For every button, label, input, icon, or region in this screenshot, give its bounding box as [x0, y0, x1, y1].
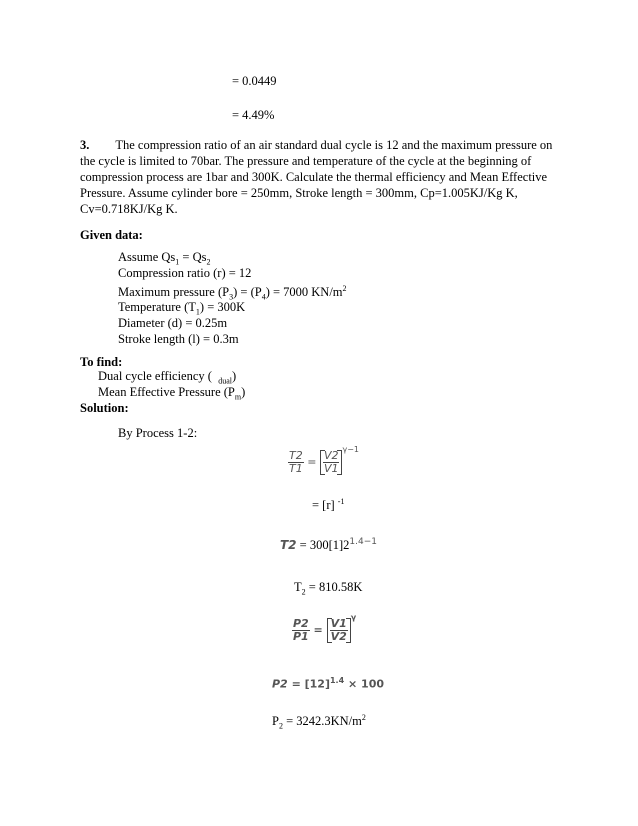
result-p2: $P_2 = 3242.3KN/m^2$	[272, 713, 366, 731]
equation-r: = [r] $^{-1}$	[312, 497, 345, 513]
tofind-mep: Mean Effective Pressure $(P_m)$	[98, 385, 246, 402]
tofind-heading: To find:	[80, 355, 123, 369]
equation-t2: $T2 = 300[1]2^{1.4-1}$	[280, 537, 378, 553]
given-max-pressure: Maximum pressure $(P_3) = (P_4) = 7000$ $KN/m^2$	[118, 284, 347, 302]
problem-text: The compression ratio of an air standard dual cycle is 12 and the maximum pressure on the cycle is limited to 70bar. The pressure and temperature of the cycle at the beginning of compression process are 1bar and 300K. Calculate the thermal efficiency and Mean Effective Pressure. Assume cylinder bore = 250mm, Stroke length = 300mm, Cp=1.005KJ/Kg K, Cv=0.718KJ/Kg K.	[80, 138, 553, 216]
given-compression: Compression ratio (r) = 12	[118, 266, 252, 280]
problem-statement	[80, 137, 560, 217]
given-temperature: Temperature $(T_1) = 300K$	[118, 300, 246, 317]
given-heading: Given data:	[80, 228, 143, 242]
equation-p2-p1-ratio: $\frac{P2}{P1}$ = $\frac{V1}{V2}$ $^\gamma$	[293, 612, 357, 643]
result-line-2: = 4.49%	[232, 108, 275, 122]
equation-p2: $P2 = [12]^{1.4} \times 100$	[272, 676, 385, 691]
result-line-1: = 0.0449	[232, 74, 277, 88]
tofind-dual: Dual cycle efficiency ( $_{dual}$)	[98, 369, 237, 386]
given-assume: Assume $Qs_1 = Qs_2$	[118, 250, 211, 267]
result-t2: $T_2 = 810.58K$	[294, 580, 363, 597]
equation-t2-t1-ratio: $\frac{T2}{T1}$ = $\frac{V2}{V1}$ $^{\gamma-1}$	[289, 444, 359, 475]
given-stroke: Stroke length (l) = 0.3m	[118, 332, 239, 346]
given-diameter: Diameter (d) = 0.25m	[118, 316, 228, 330]
problem-number: 3.	[80, 138, 90, 152]
process-label: By Process 1-2:	[118, 426, 198, 440]
solution-heading: Solution:	[80, 401, 129, 415]
